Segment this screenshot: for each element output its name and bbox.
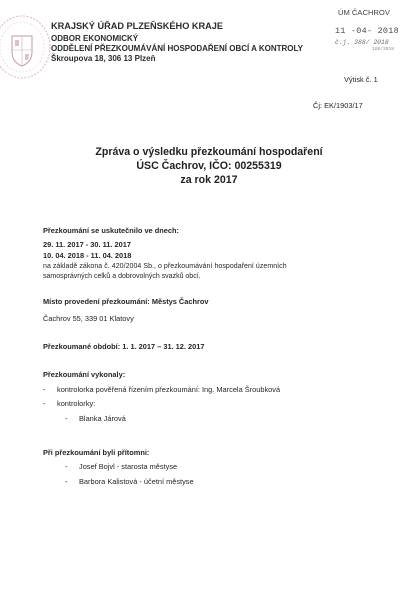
leader-text: kontrolorka pověřená řízením přezkoumání: Ing. Marcela Šroubková xyxy=(57,385,281,394)
round-seal xyxy=(0,14,52,80)
bullet-dash: - xyxy=(65,477,68,486)
header-division: ODDĚLENÍ PŘEZKOUMÁVÁNÍ HOSPODAŘENÍ OBCÍ A KONTROLY xyxy=(51,44,304,53)
person-1-text: Josef Bojvl - starosta městyse xyxy=(79,462,178,471)
review-place: Místo provedení přezkoumání: Městys Čachrov xyxy=(43,297,209,306)
performed-by-leader xyxy=(43,385,280,394)
performed-by-controller xyxy=(65,414,126,423)
present-person-1 xyxy=(65,462,177,471)
review-law-line2: samosprávných celků a dobrovolných svazků obcí. xyxy=(43,273,201,280)
bullet-dash: - xyxy=(65,414,68,423)
header-address: Škroupova 18, 306 13 Plzeň xyxy=(51,54,156,63)
controllers-label: kontrolorky: xyxy=(57,399,96,408)
bullet-dash: - xyxy=(65,462,68,471)
case-number: Čj: EK/1903/17 xyxy=(313,101,363,110)
copy-number: Výtisk č. 1 xyxy=(344,75,378,84)
present-heading: Při přezkoumání byli přítomni: xyxy=(43,448,150,457)
coat-of-arms-icon xyxy=(0,14,52,80)
stamp-office: ÚM ČACHROV xyxy=(338,8,390,17)
review-heading: Přezkoumání se uskutečnilo ve dnech: xyxy=(43,226,179,235)
bullet-dash: - xyxy=(43,385,46,394)
report-title-line2: ÚSC Čachrov, IČO: 00255319 xyxy=(136,160,282,172)
header-department: ODBOR EKONOMICKÝ xyxy=(51,34,139,43)
header-authority: KRAJSKÝ ÚŘAD PLZEŇSKÉHO KRAJE xyxy=(51,21,224,31)
review-date-1: 29. 11. 2017 - 30. 11. 2017 xyxy=(43,240,131,249)
review-address: Čachrov 55, 339 01 Klatovy xyxy=(43,314,134,323)
bullet-dash: - xyxy=(43,399,46,408)
performed-by-heading: Přezkoumání vykonaly: xyxy=(43,370,126,379)
stamp-reg-number: č.j. 388/ 2018 xyxy=(335,39,389,46)
report-title-line3: za rok 2017 xyxy=(180,174,238,186)
report-title-line1: Zpráva o výsledku přezkoumání hospodaření xyxy=(95,146,323,158)
present-person-2 xyxy=(65,477,194,486)
review-law-line1: na základě zákona č. 420/2004 Sb., o přezkoumávání hospodaření územních xyxy=(43,263,287,270)
performed-by-controllers xyxy=(43,399,95,408)
stamp-date: 11 -04- 2018 xyxy=(335,26,399,36)
review-period: Přezkoumané období: 1. 1. 2017 – 31. 12. 2017 xyxy=(43,342,205,351)
controller-name: Blanka Járová xyxy=(79,414,126,423)
stamp-sub: 1Ú8/2018 xyxy=(372,47,395,52)
person-2-text: Barbora Kalistová - účetní městyse xyxy=(79,477,194,486)
review-date-2: 10. 04. 2018 - 11. 04. 2018 xyxy=(43,251,132,260)
